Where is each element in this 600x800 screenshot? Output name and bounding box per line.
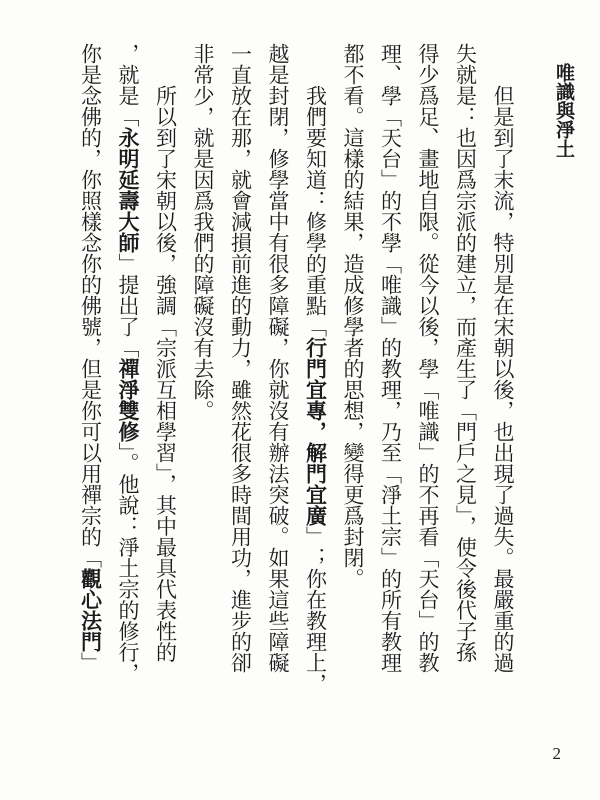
text-segment: 」。他說：淨土宗的修行， — [116, 442, 140, 684]
text-segment: 越是封閉，修學當中有很多障礙，你就沒有辦法突破。如果這些障礙 — [266, 43, 290, 673]
text-column — [484, 43, 522, 723]
text-segment: 理、學「天台」的不學「唯識」的教理，乃至「淨土宗」的所有教理 — [378, 43, 403, 673]
text-column — [221, 43, 259, 723]
text-segment: 」 — [78, 652, 103, 673]
text-segment: 你是念佛的，你照樣念你的佛號，但是你可以用禪宗的「 — [78, 43, 103, 568]
text-segment: 得少爲足、畫地自限。從今以後，學「唯識」的不再看「天台」的教 — [416, 43, 440, 673]
emphasized-text: 永明延壽大師 — [116, 127, 140, 253]
text-segment: 都不看。這樣的結果，造成修學者的思想，變得更爲封閉。 — [341, 43, 365, 589]
text-segment: 非常少，就是因爲我們的障礙沒有去除。 — [191, 43, 215, 421]
text-segment: 」；你在教理上， — [303, 526, 328, 694]
emphasized-text: 行門宜專，解門宜廣 — [303, 337, 328, 526]
text-column — [446, 43, 484, 723]
text-segment: 所以到了宋朝以後，強調「宗派互相學習」，其中最具代表性的 — [153, 85, 178, 663]
text-segment: 我們要知道：修學的重點「 — [303, 85, 328, 337]
text-column — [409, 43, 447, 723]
text-column — [146, 43, 184, 723]
text-segment: 但是到了末流，特別是在宋朝以後，也出現了過失。最嚴重的過 — [491, 85, 515, 673]
body-text — [69, 43, 521, 723]
page-number: 2 — [552, 744, 561, 763]
text-column — [371, 43, 409, 723]
text-segment: ，就是「 — [116, 43, 140, 127]
emphasized-text: 觀心法門 — [78, 568, 103, 652]
running-head-title: 唯識與淨土 — [553, 63, 574, 158]
text-column — [109, 43, 147, 723]
text-column — [296, 43, 334, 723]
text-segment: 一直放在那，就會減損前進的動力，雖然花很多時間用功，進步的卻 — [228, 43, 253, 673]
emphasized-text: 禪淨雙修 — [116, 358, 140, 442]
text-segment: 失就是：也因爲宗派的建立，而產生了「門戶之見」，使令後代子孫 — [453, 43, 478, 663]
text-column — [71, 43, 109, 723]
text-column — [184, 43, 222, 723]
text-column — [334, 43, 372, 723]
text-column — [259, 43, 297, 723]
text-segment: 」提出了「 — [116, 253, 140, 358]
